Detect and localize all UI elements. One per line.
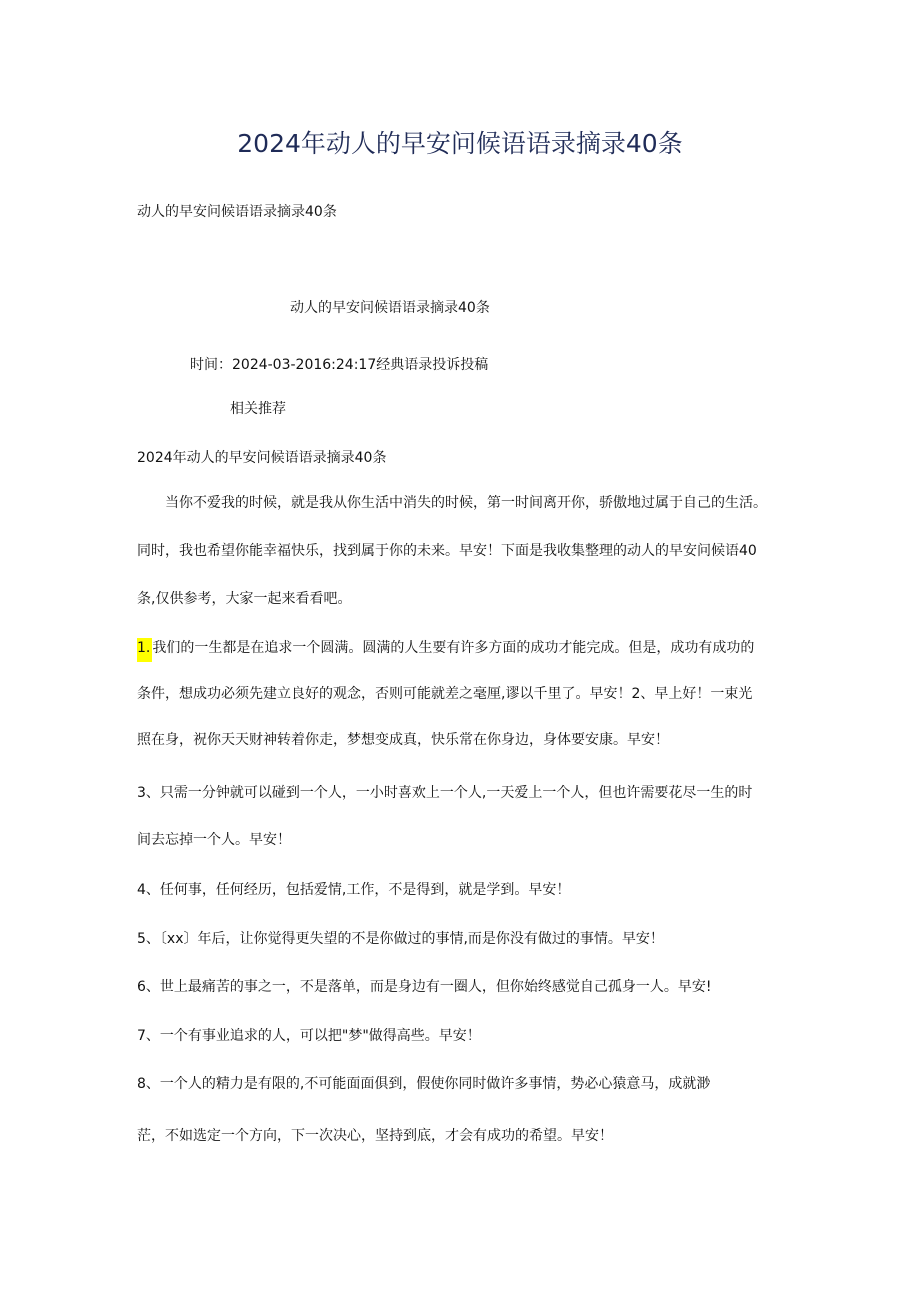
item-6-line: 6、世上最痛苦的事之一，不是落单，而是身边有一圈人，但你始终感觉自己孤身一人。早安! (137, 979, 712, 995)
item-8-line: 8、一个人的精力是有限的,不可能面面俱到，假使你同时做许多事情，势必心猿意马，成就渺 (137, 1076, 711, 1092)
item-1-paragraph (137, 638, 787, 750)
item-4-line: 4、任何事，任何经历，包括爱情,工作，不是得到，就是学到。早安！ (137, 882, 571, 898)
item-7-line: 7、一个有事业追求的人，可以把"梦"做得高些。早安！ (137, 1028, 481, 1044)
item-1-line (137, 638, 787, 658)
item-5-line: 5、〔xx〕年后，让你觉得更失望的不是你做过的事情,而是你没有做过的事情。早安！ (137, 931, 664, 947)
item-6-paragraph (137, 977, 787, 997)
related-recommendations-label: 相关推荐 (230, 401, 286, 417)
intro-line: 同时，我也希望你能幸福快乐，找到属于你的未来。早安！下面是我收集整理的动人的早安问候语40 (137, 543, 757, 559)
item-8-paragraph (137, 1074, 787, 1146)
intro-paragraph (137, 493, 787, 609)
highlighted-item-number: 1. (137, 638, 152, 662)
item-4-paragraph (137, 880, 787, 900)
item-8-line: 茫，不如选定一个方向，下一次决心，坚持到底，才会有成功的希望。早安！ (137, 1128, 613, 1144)
item-5-paragraph (137, 929, 787, 949)
intro-line: 条,仅供参考，大家一起来看看吧。 (137, 591, 352, 607)
item-1-line: 条件，想成功必须先建立良好的观念，否则可能就差之毫厘,谬以千里了。早安！2、早上好！一束光 (137, 686, 753, 702)
item-1-text: 我们的一生都是在追求一个圆满。圆满的人生要有许多方面的成功才能完成。但是，成功有成功的 (152, 640, 755, 656)
item-3-line: 3、只需一分钟就可以碰到一个人，一小时喜欢上一个人,一天爱上一个人，但也许需要花尽一生的时 (137, 785, 753, 801)
item-1-line: 照在身，祝你天天财神转着你走，梦想变成真，快乐常在你身边，身体要安康。早安！ (137, 732, 669, 748)
article-heading: 动人的早安问候语语录摘录40条 (290, 300, 490, 316)
article-meta: 时间：2024-03-2016:24:17经典语录投诉投稿 (190, 357, 489, 373)
article-title-repeat: 2024年动人的早安问候语语录摘录40条 (137, 450, 387, 466)
item-3-line: 间去忘掉一个人。早安！ (137, 832, 291, 848)
item-7-paragraph (137, 1026, 787, 1046)
intro-line: 当你不爱我的时候，就是我从你生活中消失的时候，第一时间离开你，骄傲地过属于自己的生活。 (137, 495, 767, 511)
item-3-paragraph (137, 783, 787, 850)
document-subtitle: 动人的早安问候语语录摘录40条 (137, 204, 337, 220)
document-title: 2024年动人的早安问候语语录摘录40条 (237, 129, 683, 158)
